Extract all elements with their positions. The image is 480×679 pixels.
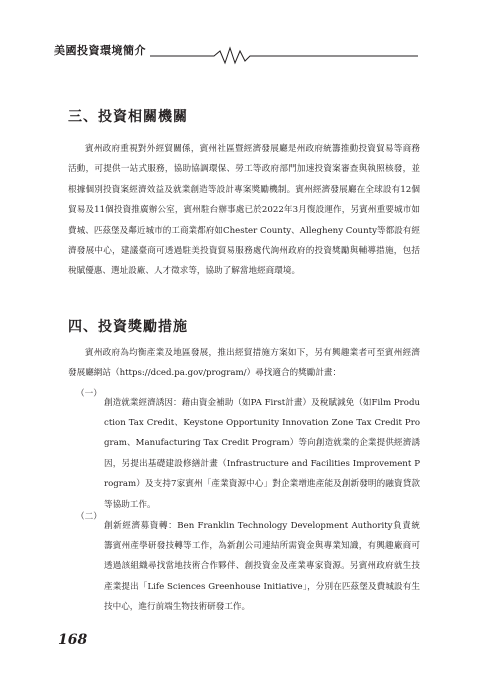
- section-4-intro: 賓州政府為均衡產業及地區發展，推出經貿措施方案如下，另有興趣業者可至賓州經濟發展廳網站（https://dced.pa.gov/program/）尋找適合的獎勵計畫：: [68, 348, 420, 379]
- section-3-body: 賓州政府重視對外經貿關係，賓州社區暨經濟發展廳是州政府統籌推動投資貿易等商務活動，可提供一站式服務，協助協調環保、勞工等政府部門加速投資案審查與執照核發，並根據個別投資案經濟效益及就業創造等設計專案獎勵機制。賓州經濟發展廳在全球設有12個貿易及11個投資推廣辦公室，賓州駐台辦事處已於2022年3月復設運作，另賓州重要城市如費城、匹茲堡及鄰近城市的工商業都府如Chester County、Allegheny County等都設有經濟發展中心，建議臺商可透過駐美投資貿易服務處代詢州政府的投資獎勵與輔導措施，包括稅賦優惠、選址設廠、人才徵求等，協助了解當地經商環境。: [68, 144, 420, 277]
- page-number: 168: [58, 632, 88, 648]
- header-title: 美國投資環境簡介: [54, 44, 146, 57]
- item-label: （一）: [76, 389, 102, 399]
- header-rule: [0, 42, 480, 68]
- incentive-item-2: [76, 507, 420, 626]
- item-text: 創新經濟募資轉：Ben Franklin Technology Development Authority負責統籌賓州產學研發技轉等工作，為新創公司連結所需資金與專業知識，有興趣廠商可透過該組織尋找當地技術合作夥伴、創投資金及產業專家資源。另賓州政府就生技產業提出「Life Sciences Greenhouse Initiative」，分別在匹茲堡及費城設有生技中心，進行前端生物技術研發工作。: [104, 520, 420, 613]
- incentive-item-1: [76, 384, 420, 524]
- item-label: （二）: [76, 512, 102, 522]
- item-text: 創造就業經濟誘因：藉由資金補助（如PA First計畫）及稅賦減免（如Film Production Tax Credit、Keystone Opportunity Innovation Zone Tax Credit Program、Manufacturing Tax Credit Program）等向創造就業的企業提供經濟誘因，另提出基礎建設修繕計畫（Infrastructure and Facilities Improvement Program）及支持7家賓州「產業資源中心」對企業增進產能及創新發明的融資貸款等協助工作。: [104, 397, 420, 510]
- section-3-heading: 三、投資相關機關: [68, 109, 188, 125]
- section-4-heading: 四、投資獎勵措施: [68, 319, 188, 335]
